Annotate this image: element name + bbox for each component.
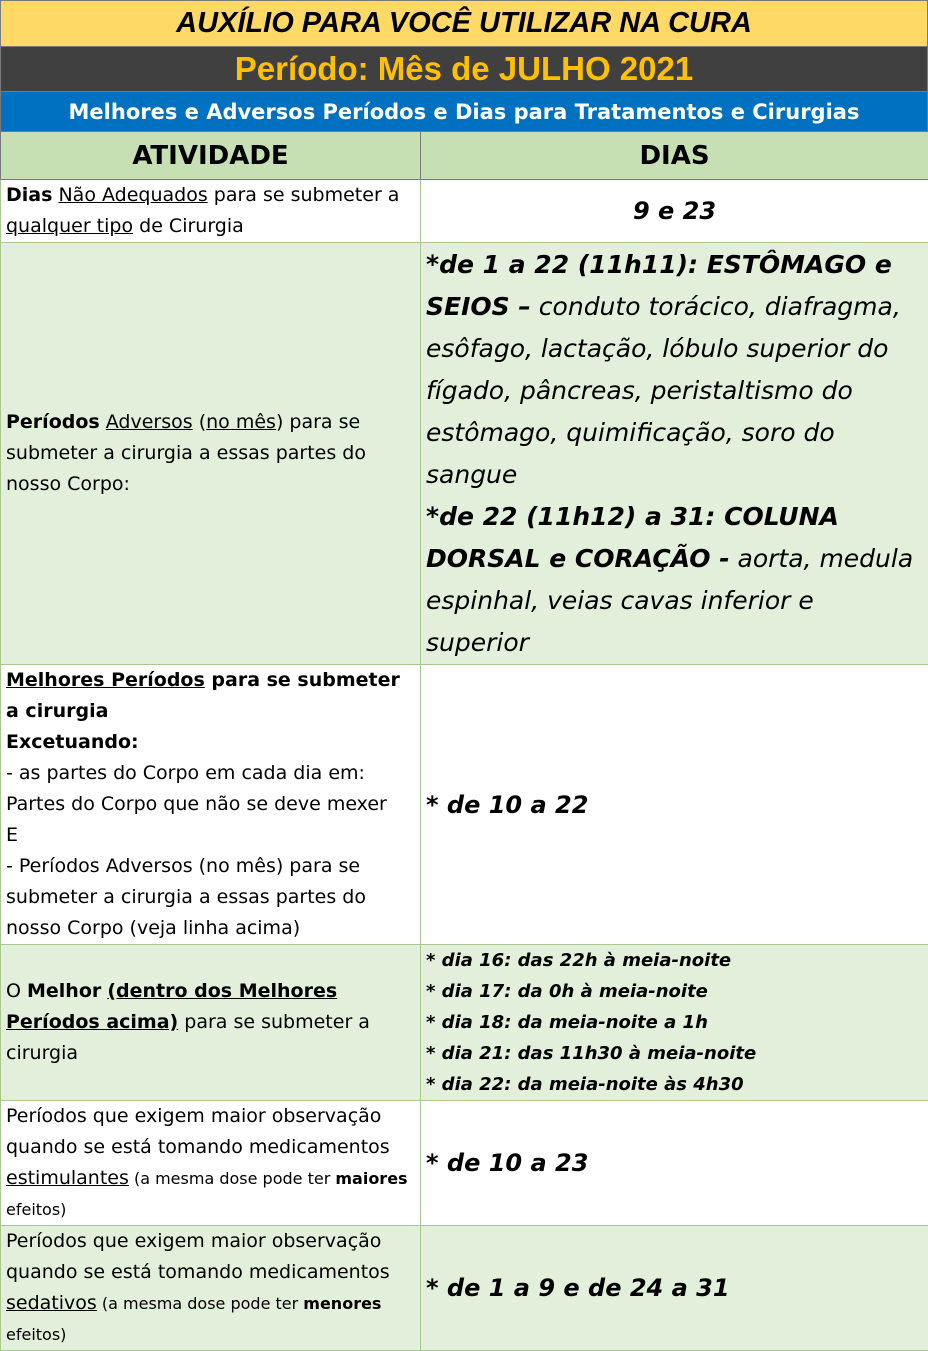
days-text: conduto torácico, diafragma, esôfago, lactação, lóbulo superior do fígado, pâncreas, peristaltismo do estômago, quimificação, soro do sangue: [426, 292, 901, 489]
page-title: AUXÍLIO PARA VOCÊ UTILIZAR NA CURA: [176, 7, 752, 40]
table-row: [1, 180, 928, 243]
activity-text: Excetuando:: [6, 731, 139, 753]
activity-text: Não Adequados: [58, 184, 207, 206]
activity-text: maiores: [335, 1169, 407, 1188]
list-item: * dia 21: das 11h30 à meia-noite: [426, 1038, 923, 1069]
activity-text: efeitos): [6, 1200, 66, 1219]
table-row: [1, 1101, 928, 1226]
activity-text: (: [193, 411, 206, 433]
days-cell: [421, 945, 928, 1101]
table-row: [1, 945, 928, 1101]
activity-cell: [1, 1101, 421, 1226]
table-header-row: [1, 132, 928, 180]
activity-text: efeitos): [6, 1325, 66, 1344]
activity-text: menores: [303, 1294, 381, 1313]
activity-text: E: [6, 824, 18, 846]
column-header-activity: ATIVIDADE: [1, 132, 421, 180]
activity-text: ) para se submeter a cirurgia a essas partes do nosso Corpo:: [6, 411, 366, 495]
table-row: [1, 1226, 928, 1351]
period-banner: [0, 46, 928, 91]
activity-cell: [1, 1226, 421, 1351]
activity-text: para se submeter a cirurgia: [6, 669, 400, 722]
activity-text: Dias: [6, 184, 52, 206]
activity-text: - as partes do Corpo em cada dia em: Partes do Corpo que não se deve mexer: [6, 762, 387, 815]
activity-text: (a mesma dose pode ter: [129, 1169, 335, 1188]
days-cell: * de 10 a 22: [421, 665, 928, 945]
activity-text: Períodos que exigem maior observação quando se está tomando medicamentos: [6, 1105, 390, 1158]
days-text: aorta, medula espinhal, veias cavas inferior e superior: [426, 544, 913, 657]
activity-text: para se submeter a: [208, 184, 400, 206]
activity-text: Períodos que exigem maior observação quando se está tomando medicamentos: [6, 1230, 390, 1283]
activity-text: sedativos: [6, 1292, 97, 1314]
activity-text: O: [6, 980, 27, 1002]
activity-text: estimulantes: [6, 1167, 129, 1189]
days-cell: 9 e 23: [421, 180, 928, 243]
activity-text: de Cirurgia: [133, 215, 244, 237]
column-header-days: DIAS: [421, 132, 928, 180]
activity-cell: [1, 945, 421, 1101]
activity-cell: [1, 665, 421, 945]
list-item: * dia 22: da meia-noite às 4h30: [426, 1069, 923, 1100]
days-text: *de 1 a 22 (11h11): ESTÔMAGO e SEIOS –: [426, 250, 892, 321]
activity-text: Melhor: [27, 980, 101, 1002]
activity-text: Períodos: [6, 411, 100, 433]
title-banner: [0, 0, 928, 46]
list-item: * dia 17: da 0h à meia-noite: [426, 976, 923, 1007]
subtitle-banner: [0, 91, 928, 131]
list-item: * dia 18: da meia-noite a 1h: [426, 1007, 923, 1038]
activity-text: - Períodos Adversos (no mês) para se submeter a cirurgia a essas partes do nosso Corpo (veja linha acima): [6, 855, 366, 939]
days-cell: * de 1 a 9 e de 24 a 31: [421, 1226, 928, 1351]
list-item: * dia 16: das 22h à meia-noite: [426, 945, 923, 976]
activity-text: (dentro dos Melhores Períodos acima): [6, 980, 337, 1033]
table-row: [1, 243, 928, 665]
activity-text: no mês: [206, 411, 276, 433]
table-row: [1, 665, 928, 945]
activity-cell: [1, 180, 421, 243]
activity-text: qualquer tipo: [6, 215, 133, 237]
activity-text: Melhores Períodos: [6, 669, 205, 691]
activity-text: para se submeter a cirurgia: [6, 1011, 370, 1064]
days-text: *de 22 (11h12) a 31: COLUNA DORSAL e CORAÇÃO -: [426, 502, 839, 573]
schedule-table: [0, 131, 928, 1351]
page-subtitle: Melhores e Adversos Períodos e Dias para Tratamentos e Cirurgias: [69, 100, 860, 124]
activity-text: (a mesma dose pode ter: [97, 1294, 303, 1313]
days-cell: [421, 243, 928, 665]
activity-text: Adversos: [106, 411, 193, 433]
days-cell: * de 10 a 23: [421, 1101, 928, 1226]
period-title: Período: Mês de JULHO 2021: [235, 50, 693, 88]
activity-cell: [1, 243, 421, 665]
